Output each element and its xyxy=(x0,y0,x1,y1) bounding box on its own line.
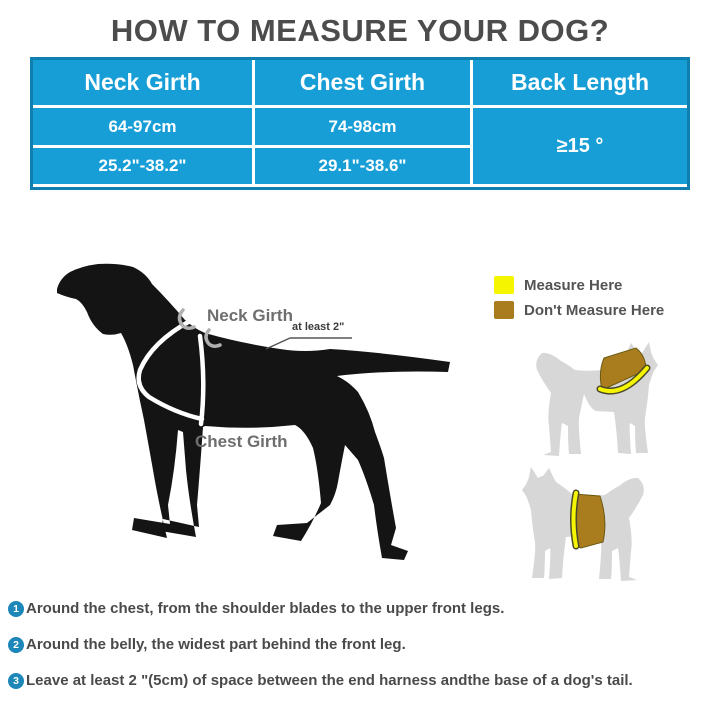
legend-item-measure xyxy=(494,276,664,294)
example-dogs-illustration xyxy=(505,338,665,588)
bullet-3-icon: 3 xyxy=(8,673,24,689)
dont-measure-here-swatch-icon xyxy=(494,301,514,319)
instruction-1-text: Around the chest, from the shoulder blades to the upper front legs. xyxy=(26,600,505,617)
neck-measure-example-dog xyxy=(536,342,658,456)
chest-girth-label: Chest Girth xyxy=(195,432,288,451)
dog-silhouette-illustration xyxy=(30,250,470,575)
table-header-back-length: Back Length xyxy=(473,60,687,105)
belly-measure-example-dog xyxy=(522,467,644,581)
instruction-2-text: Around the belly, the widest part behind the front leg. xyxy=(26,636,406,653)
table-header-chest-girth: Chest Girth xyxy=(255,60,470,105)
instruction-1 xyxy=(8,600,504,617)
legend-item-dont-measure xyxy=(494,301,664,319)
measure-here-label: Measure Here xyxy=(524,276,623,294)
instruction-3 xyxy=(8,672,633,689)
clearance-note-label: at least 2" xyxy=(292,321,345,333)
chest-girth-inches: 29.1"-38.6" xyxy=(255,148,470,184)
neck-girth-inches: 25.2"-38.2" xyxy=(33,148,252,184)
page-title: HOW TO MEASURE YOUR DOG? xyxy=(110,13,610,48)
instruction-3-text: Leave at least 2 "(5cm) of space between the end harness andthe base of a dog's tail. xyxy=(26,672,633,689)
bullet-1-icon: 1 xyxy=(8,601,24,617)
measure-here-swatch-icon xyxy=(494,276,514,294)
clearance-leader-line xyxy=(266,338,352,349)
chest-girth-cm: 74-98cm xyxy=(255,108,470,145)
instruction-2 xyxy=(8,636,406,653)
size-table xyxy=(30,57,690,190)
dont-measure-here-label: Don't Measure Here xyxy=(524,301,665,319)
table-header-neck-girth: Neck Girth xyxy=(33,60,252,105)
legend xyxy=(494,276,664,326)
bullet-2-icon: 2 xyxy=(8,637,24,653)
neck-girth-cm: 64-97cm xyxy=(33,108,252,145)
neck-girth-label: Neck Girth xyxy=(207,306,293,325)
back-length-angle: ≥15 ° xyxy=(473,108,687,184)
